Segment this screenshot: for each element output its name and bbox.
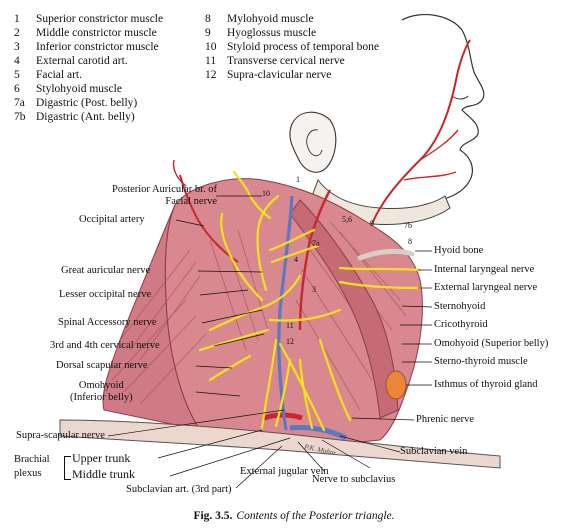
part-number: 5,6: [342, 215, 352, 224]
label-cricothyroid: Cricothyroid: [434, 319, 488, 330]
facial-artery: [372, 40, 470, 224]
legend-item: 10 Styloid process of temporal bone: [205, 41, 380, 53]
label-dorsal-scapular-nerve: Dorsal scapular nerve: [56, 360, 148, 371]
label-phrenic-nerve: Phrenic nerve: [416, 414, 475, 425]
label-sternohyoid: Sternohyoid: [434, 301, 486, 312]
legend-item: 6 Stylohyoid muscle: [14, 83, 122, 95]
face-profile-outline: [360, 15, 484, 226]
part-number: 9: [370, 219, 374, 228]
label-upper-trunk: Upper trunk: [72, 451, 131, 465]
label-internal-laryngeal-nerve: Internal laryngeal nerve: [434, 264, 535, 275]
legend-item: 4 External carotid art.: [14, 55, 128, 67]
label-supra-scapular-nerve: Supra-scapular nerve: [16, 430, 105, 441]
legend-item: 7b Digastric (Ant. belly): [14, 111, 135, 123]
label-omohyoid-inferior: Omohyoid (Inferior belly): [70, 380, 133, 403]
label-subclavian-vein: Subclavian vein: [400, 446, 468, 457]
part-number: 1: [296, 175, 300, 184]
label-lesser-occipital-nerve: Lesser occipital nerve: [59, 289, 152, 300]
label-hyoid-bone: Hyoid bone: [434, 245, 484, 256]
part-number: 7a: [312, 239, 320, 248]
label-middle-trunk: Middle trunk: [72, 467, 135, 481]
label-omohyoid-superior: Omohyoid (Superior belly): [434, 338, 549, 349]
legend-item: 2 Middle constrictor muscle: [14, 27, 157, 39]
legend-item: 11 Transverse cervical nerve: [205, 55, 345, 67]
label-sterno-thyroid-muscle: Sterno-thyroid muscle: [434, 356, 528, 367]
label-posterior-auricular: Posterior Auricular br. of Facial nerve: [112, 184, 217, 207]
label-nerve-to-subclavius: Nerve to subclavius: [312, 474, 396, 485]
part-number: 8: [408, 237, 412, 246]
part-number: 7b: [404, 221, 412, 230]
label-external-jugular-vein: External jugular vein: [240, 466, 329, 477]
label-occipital-artery: Occipital artery: [79, 214, 145, 225]
label-cervical-nerve: 3rd and 4th cervical nerve: [50, 340, 160, 351]
legend-item: 9 Hyoglossus muscle: [205, 27, 317, 39]
label-external-laryngeal-nerve: External laryngeal nerve: [434, 282, 538, 293]
label-spinal-accessory-nerve: Spinal Accessory nerve: [58, 317, 157, 328]
label-brachial: Brachial: [14, 454, 50, 465]
figure-title: Contents of the Posterior triangle.: [236, 510, 395, 522]
part-number: 11: [286, 321, 294, 330]
legend-item: 5 Facial art.: [14, 69, 82, 81]
label-plexus: plexus: [14, 468, 42, 479]
legend-item: 12 Supra-clavicular nerve: [205, 69, 332, 81]
part-number: 10: [262, 189, 270, 198]
nostril-outline: [452, 96, 468, 99]
part-number: 3: [312, 285, 316, 294]
brachial-plexus-bracket: [64, 456, 71, 480]
label-isthmus-of-thyroid: Isthmus of thyroid gland: [434, 379, 538, 390]
label-subclavian-artery: Subclavian art. (3rd part): [126, 484, 232, 495]
thyroid-isthmus: [386, 371, 406, 399]
part-number: 4: [294, 255, 298, 264]
legend-item: 1 Superior constrictor muscle: [14, 13, 164, 25]
legend-item: 8 Mylohyoid muscle: [205, 13, 314, 25]
illustrator-signature: P.K. Mahar: [303, 442, 337, 458]
occipital-artery-branch: [174, 160, 187, 186]
legend-item: 7a Digastric (Post. belly): [14, 97, 138, 109]
part-number: 12: [286, 337, 294, 346]
label-great-auricular-nerve: Great auricular nerve: [61, 265, 151, 276]
facial-artery-branch: [404, 172, 456, 180]
legend-item: 3 Inferior constrictor muscle: [14, 41, 159, 53]
figure-number: Fig. 3.5.: [193, 510, 233, 522]
figure-caption: [0, 510, 588, 522]
ear-outline: [290, 112, 336, 172]
